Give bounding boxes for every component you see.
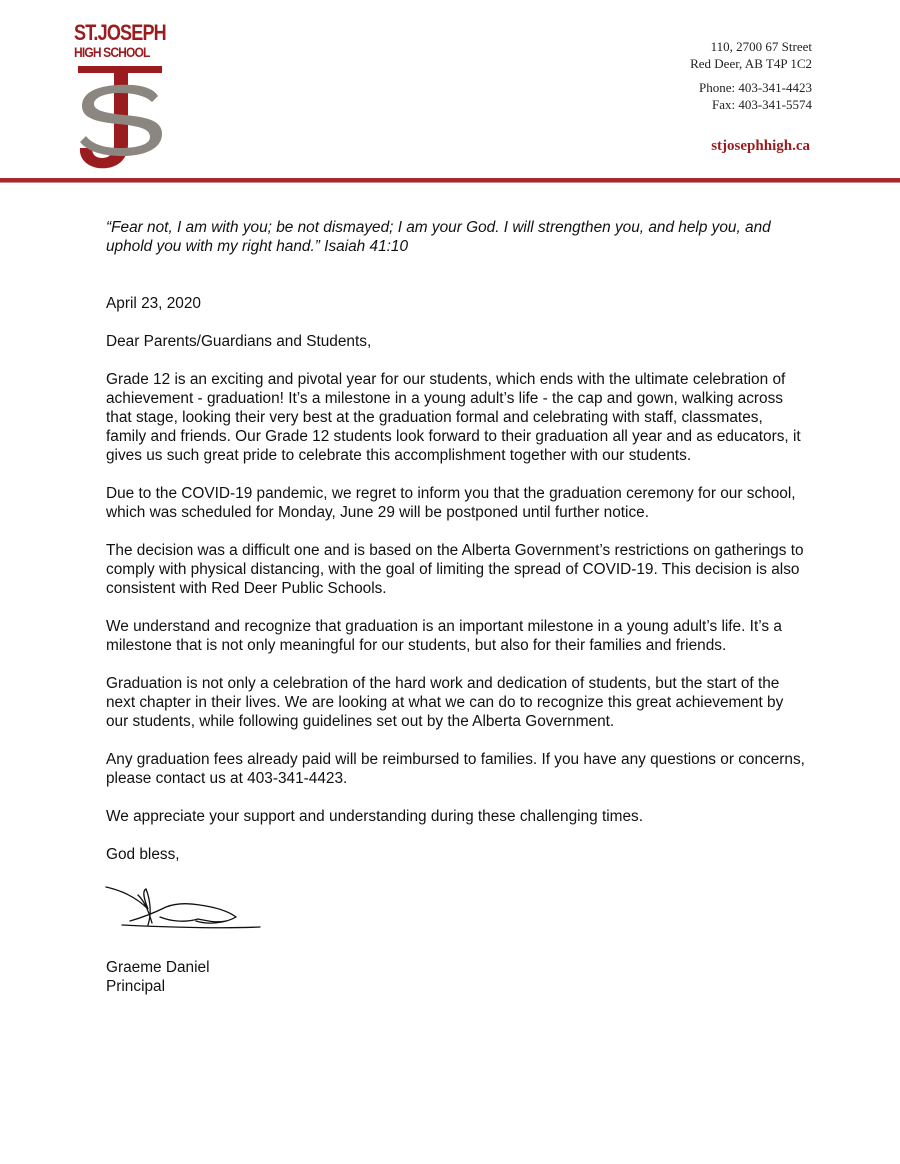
signature-image: [104, 877, 274, 947]
contact-block: [690, 38, 812, 113]
address-line-1: 110, 2700 67 Street: [710, 39, 812, 54]
paragraph: Graduation is not only a celebration of the hard work and dedication of students, but the start of the next chapter in their lives. We are looking at what we can do to recognize this great achievement by our students, while following guidelines set out by the Alberta Government.: [106, 675, 784, 730]
letter-date: April 23, 2020: [106, 295, 201, 312]
signer-title: Principal: [106, 978, 166, 995]
scripture-quote: [106, 218, 806, 256]
quote-text: “Fear not, I am with you; be not dismayed; I am your God. I will strengthen you, and help you, and uphold you with my right hand.”: [106, 219, 771, 255]
letter-body: [106, 218, 806, 996]
salutation: Dear Parents/Guardians and Students,: [106, 333, 372, 350]
phone-number: Phone: 403-341-4423: [698, 80, 812, 95]
website-link[interactable]: stjosephhigh.ca: [711, 138, 810, 154]
logo-school-type: HIGH SCHOOL: [74, 44, 150, 60]
school-logo: [74, 22, 170, 59]
signer-name: Graeme Daniel: [106, 959, 210, 976]
closing: God bless,: [106, 846, 180, 863]
quote-reference: Isaiah 41:10: [324, 238, 409, 255]
logo-school-name: ST.JOSEPH: [74, 20, 166, 45]
paragraph: We understand and recognize that graduation is an important milestone in a young adult’s life. It’s a milestone that is not only meaningful for our students, but also for their families and friends.: [106, 618, 782, 654]
paragraph: The decision was a difficult one and is based on the Alberta Government’s restrictions on gatherings to comply with physical distancing, with the goal of limiting the spread of COVID-19. This decision is also consistent with Red Deer Public Schools.: [106, 542, 804, 597]
paragraph: We appreciate your support and understanding during these challenging times.: [106, 808, 644, 825]
header-divider-thin: [0, 182, 900, 183]
paragraph: Grade 12 is an exciting and pivotal year for our students, which ends with the ultimate celebration of achievement - graduation! It’s a milestone in a young adult’s life - the cap and gown, walking across that stage, looking their very best at the graduation formal and celebrating with staff, classmates, family and friends. Our Grade 12 students look forward to their graduation all year and as educators, it gives us such great pride to celebrate this accomplishment together with our students.: [106, 371, 801, 464]
paragraph: Any graduation fees already paid will be reimbursed to families. If you have any questions or concerns, please contact us at 403-341-4423.: [106, 751, 805, 787]
fax-number: Fax: 403-341-5574: [711, 97, 812, 112]
paragraph: Due to the COVID-19 pandemic, we regret to inform you that the graduation ceremony for our school, which was scheduled for Monday, June 29 will be postponed until further notice.: [106, 485, 796, 521]
sj-monogram-icon: [74, 66, 166, 172]
address-line-2: Red Deer, AB T4P 1C2: [690, 56, 812, 71]
